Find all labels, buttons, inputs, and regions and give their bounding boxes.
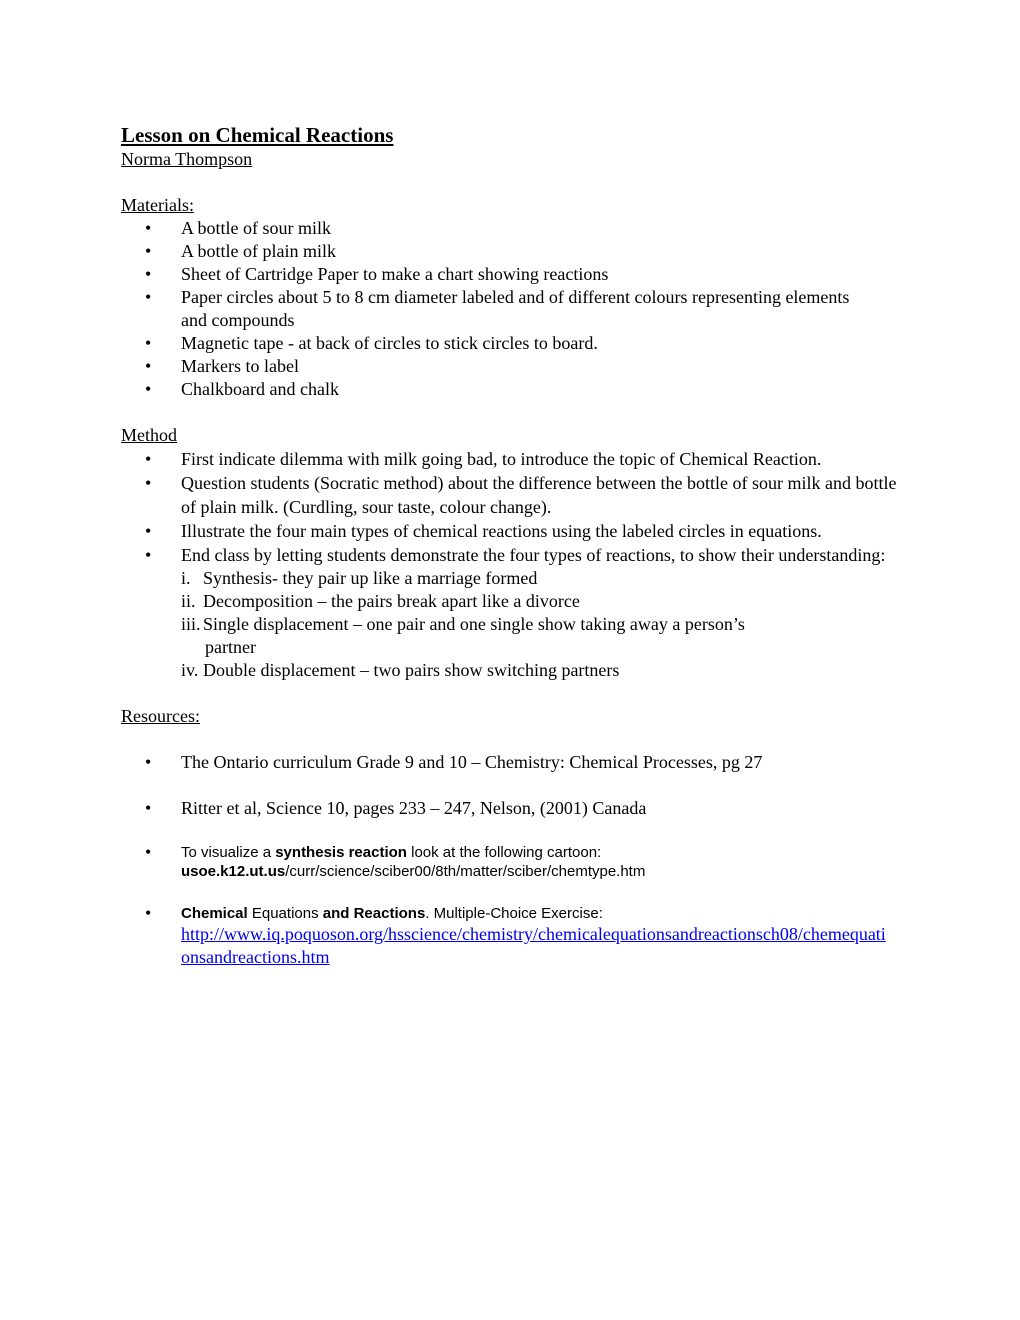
list-item: ii. Decomposition – the pairs break apart like a divorce [181, 591, 580, 611]
resources-list [121, 751, 901, 969]
method-list [121, 447, 901, 567]
list-item: • The Ontario curriculum Grade 9 and 10 – Chemistry: Chemical Processes, pg 27 [145, 752, 763, 772]
author-name: Norma Thompson [121, 149, 253, 169]
document-body [121, 122, 901, 969]
list-item: • End class by letting students demonstrate the four types of reactions, to show their understanding: [145, 545, 886, 565]
list-item: • Chemical Equations and Reactions. Multiple-Choice Exercise: http://www.iq.poquoson.org/hsscience/chemistry/chemicalequationsandreactionsch08/chemequationsandreactions.htm [121, 904, 901, 969]
list-item: • Question students (Socratic method) about the difference between the bottle of sour milk and bottle of plain milk. (Curdling, sour taste, colour change). [145, 473, 897, 517]
list-item: • Magnetic tape - at back of circles to stick circles to board. [145, 333, 598, 353]
list-item: • To visualize a synthesis reaction look at the following cartoon: usoe.k12.ut.us/curr/science/sciber00/8th/matter/sciber/chemtype.htm [145, 842, 646, 880]
list-item: • First indicate dilemma with milk going bad, to introduce the topic of Chemical Reaction. [145, 449, 822, 469]
list-item: iii. Single displacement – one pair and one single show taking away a person’s [181, 614, 745, 634]
list-item: i. Synthesis- they pair up like a marriage formed [181, 568, 538, 588]
reaction-types-list [121, 567, 901, 682]
list-item-continuation: partner [205, 637, 256, 657]
list-item: • A bottle of plain milk [145, 241, 336, 261]
materials-list [121, 217, 901, 401]
list-item: • A bottle of sour milk [145, 218, 331, 238]
list-item: • Chalkboard and chalk [145, 379, 339, 399]
list-item: • Illustrate the four main types of chemical reactions using the labeled circles in equations. [145, 521, 822, 541]
resource-link[interactable]: http://www.iq.poquoson.org/hsscience/chemistry/chemicalequationsandreactionsch08/chemequationsandreactions.htm [181, 924, 886, 967]
list-item: • Markers to label [145, 356, 299, 376]
resources-heading: Resources: [121, 706, 200, 726]
page-title: Lesson on Chemical Reactions [121, 123, 394, 147]
method-heading: Method [121, 425, 177, 445]
resource-url-path: /curr/science/sciber00/8th/matter/sciber/chemtype.htm [285, 863, 646, 880]
list-item: iv. Double displacement – two pairs show switching partners [181, 660, 620, 680]
list-item: • Ritter et al, Science 10, pages 233 – 247, Nelson, (2001) Canada [145, 798, 647, 818]
list-item: • Sheet of Cartridge Paper to make a chart showing reactions [145, 264, 609, 284]
materials-heading: Materials: [121, 195, 194, 215]
resource-url-domain: usoe.k12.ut.us [181, 863, 286, 880]
list-item: • Paper circles about 5 to 8 cm diameter labeled and of different colours representing elements and compounds [145, 287, 850, 330]
